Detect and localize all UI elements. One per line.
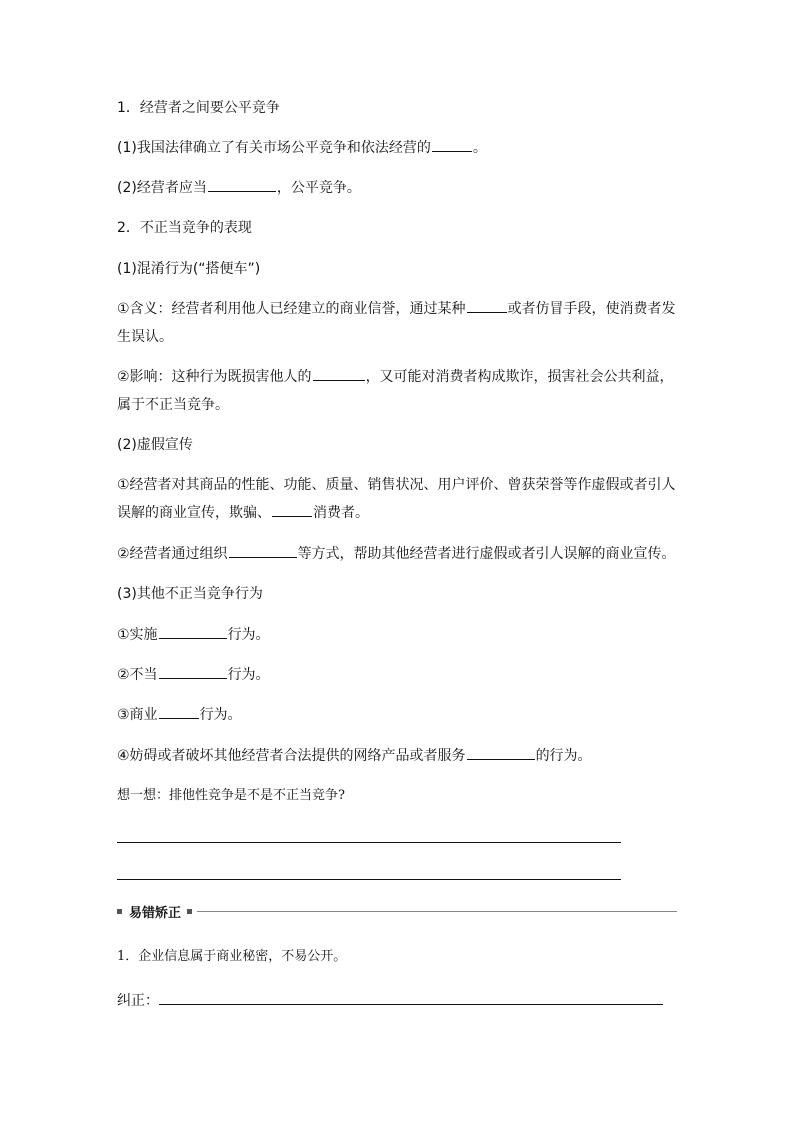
fill-blank[interactable]	[313, 366, 365, 381]
item-2-3-2: ②不当 行为。	[117, 664, 270, 686]
item-2-2-1: ①经营者对其商品的性能、功能、质量、销售状况、用户评价、曾获荣誉等作虚假或者引人 误解的商业宣传，欺骗、 消费者。	[117, 477, 676, 521]
item-1-1: (1)我国法律确立了有关市场公平竞争和依法经营的 。	[117, 137, 487, 159]
heading-1: 1．经营者之间要公平竞争	[117, 100, 280, 116]
fill-blank[interactable]	[272, 502, 312, 517]
item-2-3-4: ④妨碍或者破坏其他经营者合法提供的网络产品或者服务 的行为。	[117, 745, 592, 767]
square-bullet-icon	[117, 909, 122, 914]
fill-blank[interactable]	[467, 298, 507, 313]
think-question: 想一想：排他性竞争是不是不正当竞争?	[117, 788, 345, 803]
fill-blank[interactable]	[229, 543, 297, 558]
item-2-1-definition: ①含义：经营者利用他人已经建立的商业信誉，通过某种 或者仿冒手段，使消费者发 生误认。	[117, 298, 687, 348]
answer-line[interactable]	[117, 842, 621, 843]
fill-blank[interactable]	[208, 177, 276, 192]
correction-row	[117, 989, 663, 1012]
item-1-2: (2)经营者应当 ，公平竞争。	[117, 177, 361, 199]
correction-input[interactable]	[159, 989, 663, 1005]
heading-2: 2．不正当竞争的表现	[117, 220, 252, 236]
item-2-1: (1)混淆行为(“搭便车”)	[117, 261, 261, 277]
fill-blank[interactable]	[432, 137, 472, 152]
fill-blank[interactable]	[159, 704, 199, 719]
section-title: 易错矫正	[129, 906, 182, 921]
fill-blank[interactable]	[159, 624, 227, 639]
item-2-2: (2)虚假宣传	[117, 437, 193, 453]
item-2-3: (3)其他不正当竞争行为	[117, 586, 263, 602]
square-bullet-icon	[187, 909, 192, 914]
fill-blank[interactable]	[467, 745, 535, 760]
item-2-2-2: ②经营者通过组织 等方式，帮助其他经营者进行虚假或者引人误解的商业宣传。	[117, 543, 676, 565]
section-divider	[197, 911, 677, 912]
item-2-3-3: ③商业 行为。	[117, 704, 242, 726]
error-item-1: 1．企业信息属于商业秘密，不易公开。	[117, 949, 347, 964]
correction-label: 纠正：	[117, 993, 159, 1009]
item-2-3-1: ①实施 行为。	[117, 624, 270, 646]
section-header	[117, 904, 677, 920]
item-2-1-impact: ②影响：这种行为既损害他人的 ，又可能对消费者构成欺诈，损害社会公共利益， 属于不正当竞争。	[117, 366, 687, 416]
fill-blank[interactable]	[159, 664, 227, 679]
answer-line[interactable]	[117, 879, 621, 880]
